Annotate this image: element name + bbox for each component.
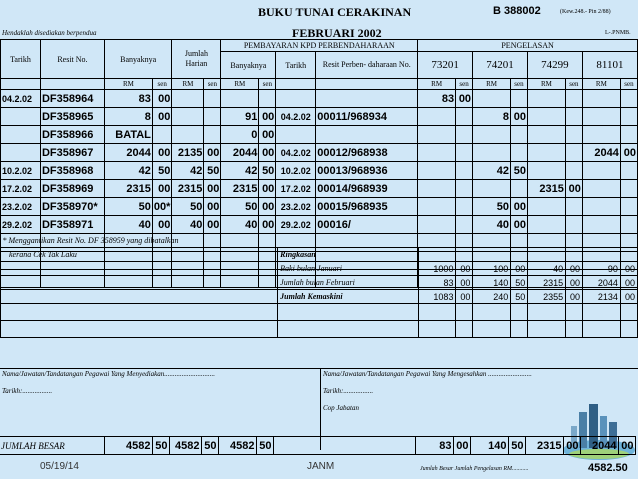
row-74299-rm: [527, 144, 565, 162]
row-treasury-receipt: 00013/968936: [316, 162, 418, 180]
unit-sen: sen: [259, 79, 276, 90]
row-amount-sen: 00*: [152, 198, 172, 216]
summary-value-rm: 1083: [418, 290, 456, 304]
row-81101-rm: [582, 126, 620, 144]
row-73201-sen: [456, 198, 473, 216]
row-payment-sen: 00: [259, 144, 276, 162]
row-81101-sen: [620, 162, 637, 180]
summary-value-rm: 90: [583, 262, 621, 276]
row-daily-rm: [172, 90, 204, 108]
summary-row: [1, 276, 638, 290]
row-amount-rm: 42: [104, 162, 152, 180]
row-payment-rm: 2044: [221, 144, 259, 162]
row-daily-sen: 00: [204, 180, 221, 198]
row-81101-rm: [582, 162, 620, 180]
verifier-name-line: Nama/Jawatan/Tandatangan Pegawai Yang Mengesahkan .........................: [323, 370, 532, 378]
summary-value-sen: 00: [511, 262, 528, 276]
col-code-73201: 73201: [418, 52, 473, 79]
unit-sen: sen: [510, 79, 527, 90]
row-receipt: DF358969: [40, 180, 104, 198]
verifier-date-line: Tarikh:.................: [323, 387, 374, 395]
row-74201-sen: 50: [510, 162, 527, 180]
col-pb-resit: Resit Perben- daharaan No.: [316, 52, 418, 79]
summary-value-sen: 00: [566, 290, 583, 304]
summary-value-sen: 00: [456, 290, 473, 304]
row-payment-sen: 00: [259, 216, 276, 234]
total-81101-sen: 00: [618, 437, 635, 455]
row-74299-sen: [565, 198, 582, 216]
row-74299-sen: [565, 162, 582, 180]
replacement-note-2: kerana Cek Tak Laku: [1, 248, 278, 262]
summary-value-rm: 140: [473, 276, 511, 290]
row-treasury-receipt: 00011/968934: [316, 108, 418, 126]
row-amount-rm: 40: [104, 216, 152, 234]
row-receipt: DF358965: [40, 108, 104, 126]
total-74201-sen: 50: [508, 437, 525, 455]
row-date: 23.2.02: [1, 198, 41, 216]
row-74201-rm: [473, 90, 511, 108]
row-payment-date: [276, 90, 316, 108]
row-amount-rm: BATAL: [104, 126, 152, 144]
summary-value-sen: 00: [456, 276, 473, 290]
row-73201-sen: [456, 144, 473, 162]
row-74299-sen: 00: [565, 180, 582, 198]
unit-rm: RM: [221, 79, 259, 90]
row-74201-sen: 00: [510, 216, 527, 234]
unit-rm: RM: [172, 79, 204, 90]
footer-center: JANM: [307, 461, 335, 472]
row-74299-sen: [565, 108, 582, 126]
row-amount-sen: [152, 126, 172, 144]
total-74201-rm: 140: [470, 437, 508, 455]
summary-value-sen: 00: [620, 290, 637, 304]
total-banyaknya-sen: 50: [152, 437, 169, 455]
slide-footer: [0, 458, 638, 479]
row-payment-rm: [221, 90, 259, 108]
unit-sen: sen: [620, 79, 637, 90]
row-73201-sen: [456, 216, 473, 234]
row-date: 29.2.02: [1, 216, 41, 234]
row-74201-rm: 40: [473, 216, 511, 234]
col-code-81101: 81101: [582, 52, 637, 79]
summary-label: Jumlah bulan Februari: [278, 276, 418, 290]
row-daily-rm: 50: [172, 198, 204, 216]
row-73201-rm: [418, 198, 456, 216]
replacement-note: * Menggantikan Resit No. DF 358959 yang dibatalkan: [1, 234, 638, 248]
row-74201-sen: 00: [510, 108, 527, 126]
total-banyaknya-rm: 4582: [104, 437, 152, 455]
row-74299-rm: [527, 126, 565, 144]
total-81101-rm: 2044: [580, 437, 618, 455]
grand-classification-label: Jumlah Besar Jumlah Pengelasan RM...........: [420, 466, 529, 472]
total-harian-sen: 50: [201, 437, 218, 455]
row-73201-rm: [418, 144, 456, 162]
row-amount-sen: 00: [152, 90, 172, 108]
grand-total-label: JUMLAH BESAR: [0, 437, 104, 455]
summary-value-sen: 50: [511, 276, 528, 290]
summary-value-sen: 00: [620, 276, 637, 290]
row-payment-rm: 2315: [221, 180, 259, 198]
row-amount-sen: 00: [152, 180, 172, 198]
summary-value-sen: 00: [566, 262, 583, 276]
row-73201-rm: [418, 180, 456, 198]
table-row: [1, 144, 638, 162]
row-treasury-receipt: 00012/968938: [316, 144, 418, 162]
row-payment-sen: 00: [259, 126, 276, 144]
summary-label: Baki bulan Januari: [278, 262, 418, 276]
row-daily-rm: 2135: [172, 144, 204, 162]
totals-row: [0, 436, 636, 455]
grand-classification-value: 4582.50: [588, 462, 628, 474]
total-74299-sen: 00: [563, 437, 580, 455]
summary-body: [1, 262, 638, 304]
row-81101-rm: [582, 90, 620, 108]
row-74201-rm: [473, 180, 511, 198]
row-74201-sen: [510, 180, 527, 198]
row-payment-date: 04.2.02: [276, 108, 316, 126]
row-treasury-receipt: 00016/: [316, 216, 418, 234]
row-payment-rm: 42: [221, 162, 259, 180]
table-row: [1, 198, 638, 216]
row-payment-sen: 00: [259, 198, 276, 216]
row-daily-rm: 42: [172, 162, 204, 180]
row-payment-sen: [259, 90, 276, 108]
row-81101-rm: [582, 216, 620, 234]
row-treasury-receipt: 00014/968939: [316, 180, 418, 198]
row-date: [1, 108, 41, 126]
table-row: [1, 90, 638, 108]
row-73201-rm: 83: [418, 90, 456, 108]
row-receipt: DF358968: [40, 162, 104, 180]
totals-table: [0, 436, 636, 455]
total-pembayaran-rm: 4582: [218, 437, 256, 455]
summary-value-rm: 2134: [583, 290, 621, 304]
col-tarikh: Tarikh: [1, 40, 41, 79]
total-pembayaran-sen: 50: [256, 437, 273, 455]
row-74299-rm: 2315: [527, 180, 565, 198]
row-payment-date: 10.2.02: [276, 162, 316, 180]
row-payment-date: [276, 126, 316, 144]
form-reference: (Kew.248.- Pin 2/88): [560, 9, 611, 15]
row-treasury-receipt: [316, 126, 418, 144]
row-74299-sen: [565, 216, 582, 234]
row-amount-sen: 00: [152, 144, 172, 162]
row-81101-rm: 2044: [582, 144, 620, 162]
row-73201-sen: [456, 162, 473, 180]
total-73201-rm: 83: [415, 437, 453, 455]
row-amount-rm: 83: [104, 90, 152, 108]
row-81101-sen: [620, 126, 637, 144]
row-74201-rm: 42: [473, 162, 511, 180]
summary-value-rm: 83: [418, 276, 456, 290]
row-daily-rm: 40: [172, 216, 204, 234]
summary-row: [1, 262, 638, 276]
col-banyaknya: Banyaknya: [104, 40, 171, 79]
preparer-date-line: Tarikh:.................: [2, 387, 53, 395]
row-81101-rm: [582, 180, 620, 198]
row-74299-sen: [565, 126, 582, 144]
summary-value-rm: 2044: [583, 276, 621, 290]
table-row: [1, 162, 638, 180]
row-amount-rm: 2315: [104, 180, 152, 198]
col-pb-banyaknya: Banyaknya: [221, 52, 276, 79]
row-daily-sen: 00: [204, 144, 221, 162]
unit-sen: sen: [152, 79, 172, 90]
row-receipt: DF358967: [40, 144, 104, 162]
row-74201-sen: [510, 90, 527, 108]
row-payment-rm: 50: [221, 198, 259, 216]
row-date: [1, 144, 41, 162]
summary-value-sen: 00: [456, 262, 473, 276]
summary-section: [0, 233, 638, 338]
row-daily-sen: [204, 126, 221, 144]
footer-date: 05/19/14: [40, 461, 79, 472]
unit-rm: RM: [527, 79, 565, 90]
row-daily-sen: 50: [204, 162, 221, 180]
row-payment-rm: 91: [221, 108, 259, 126]
row-payment-date: 17.2.02: [276, 180, 316, 198]
row-74299-sen: [565, 90, 582, 108]
table-row: [1, 108, 638, 126]
row-74299-rm: [527, 198, 565, 216]
row-payment-date: 04.2.02: [276, 144, 316, 162]
summary-title-row: [1, 248, 638, 262]
col-pengelasan: PENGELASAN: [418, 40, 638, 52]
unit-sen: sen: [204, 79, 221, 90]
row-daily-sen: 00: [204, 198, 221, 216]
row-74201-rm: 8: [473, 108, 511, 126]
row-74299-rm: [527, 108, 565, 126]
summary-title: Ringkasan: [278, 248, 418, 262]
row-date: 17.2.02: [1, 180, 41, 198]
row-daily-sen: 00: [204, 216, 221, 234]
row-receipt: DF358971: [40, 216, 104, 234]
row-payment-date: 23.2.02: [276, 198, 316, 216]
row-73201-sen: 00: [456, 90, 473, 108]
row-73201-sen: [456, 126, 473, 144]
row-81101-sen: 00: [620, 144, 637, 162]
row-74299-rm: [527, 216, 565, 234]
row-81101-rm: [582, 198, 620, 216]
unit-sen: sen: [456, 79, 473, 90]
row-73201-rm: [418, 126, 456, 144]
row-74299-rm: [527, 162, 565, 180]
duplicate-note: Hendaklah disediakan berpendua: [2, 29, 97, 37]
row-73201-sen: [456, 108, 473, 126]
row-payment-date: 29.2.02: [276, 216, 316, 234]
note-row: [1, 234, 638, 248]
col-code-74201: 74201: [473, 52, 528, 79]
row-date: 04.2.02: [1, 90, 41, 108]
row-amount-rm: 2044: [104, 144, 152, 162]
table-row: [1, 180, 638, 198]
summary-value-sen: 50: [511, 290, 528, 304]
preparer-name-line: Nama/Jawatan/Tandatangan Pegawai Yang Menyediakan.............................: [2, 370, 215, 378]
row-amount-sen: 50: [152, 162, 172, 180]
summary-value-sen: 00: [566, 276, 583, 290]
row-74201-rm: 50: [473, 198, 511, 216]
row-payment-sen: 00: [259, 108, 276, 126]
summary-value-rm: 240: [473, 290, 511, 304]
row-treasury-receipt: [316, 90, 418, 108]
unit-rm: RM: [473, 79, 511, 90]
total-73201-sen: 00: [453, 437, 470, 455]
row-payment-rm: 0: [221, 126, 259, 144]
summary-row: [1, 290, 638, 304]
department-stamp: Cop Jabatan: [323, 404, 359, 412]
row-81101-sen: [620, 198, 637, 216]
summary-value-sen: 00: [620, 262, 637, 276]
row-daily-rm: 2315: [172, 180, 204, 198]
row-amount-sen: 00: [152, 108, 172, 126]
row-74201-rm: [473, 144, 511, 162]
row-daily-sen: [204, 108, 221, 126]
unit-rm: RM: [418, 79, 456, 90]
row-amount-rm: 8: [104, 108, 152, 126]
unit-row: [1, 79, 638, 90]
row-payment-sen: 00: [259, 180, 276, 198]
col-code-74299: 74299: [527, 52, 582, 79]
row-receipt: DF358966: [40, 126, 104, 144]
row-receipt: DF358970*: [40, 198, 104, 216]
row-daily-sen: [204, 90, 221, 108]
book-number: B 388002: [493, 5, 541, 17]
row-treasury-receipt: 00015/968935: [316, 198, 418, 216]
summary-value-rm: 1000: [418, 262, 456, 276]
row-payment-sen: 50: [259, 162, 276, 180]
form-code: L-.PNMB.: [605, 30, 631, 36]
summary-label: Jumlah Kemaskini: [278, 290, 418, 304]
summary-value-rm: 40: [528, 262, 566, 276]
table-row: [1, 216, 638, 234]
row-date: 10.2.02: [1, 162, 41, 180]
unit-rm: RM: [582, 79, 620, 90]
row-74299-rm: [527, 90, 565, 108]
row-81101-sen: [620, 216, 637, 234]
row-81101-sen: [620, 108, 637, 126]
row-74299-sen: [565, 144, 582, 162]
col-pb-tarikh: Tarikh: [276, 52, 316, 79]
row-73201-sen: [456, 180, 473, 198]
row-date: [1, 126, 41, 144]
row-74201-sen: 00: [510, 198, 527, 216]
total-74299-rm: 2315: [525, 437, 563, 455]
row-amount-rm: 50: [104, 198, 152, 216]
row-payment-rm: 40: [221, 216, 259, 234]
month-label: FEBRUARI 2002: [292, 26, 382, 40]
row-73201-rm: [418, 216, 456, 234]
row-81101-sen: [620, 180, 637, 198]
summary-value-rm: 100: [473, 262, 511, 276]
row-81101-sen: [620, 90, 637, 108]
document-title: BUKU TUNAI CERAKINAN: [258, 5, 412, 19]
row-daily-rm: [172, 108, 204, 126]
row-81101-rm: [582, 108, 620, 126]
col-resit: Resit No.: [40, 40, 104, 79]
row-74201-rm: [473, 126, 511, 144]
summary-value-rm: 2315: [528, 276, 566, 290]
summary-value-rm: 2355: [528, 290, 566, 304]
unit-rm: RM: [104, 79, 152, 90]
header-row-1: [1, 40, 638, 52]
row-73201-rm: [418, 162, 456, 180]
row-receipt: DF358964: [40, 90, 104, 108]
summary-table: [0, 233, 638, 338]
col-jumlah-harian: Jumlah Harian: [172, 40, 221, 79]
row-74201-sen: [510, 126, 527, 144]
city-skyline-icon: [557, 400, 637, 465]
table-row: [1, 126, 638, 144]
row-73201-rm: [418, 108, 456, 126]
total-harian-rm: 4582: [169, 437, 201, 455]
row-74201-sen: [510, 144, 527, 162]
row-daily-rm: [172, 126, 204, 144]
col-pembayaran: PEMBAYARAN KPD PERBENDAHARAAN: [221, 40, 418, 52]
row-amount-sen: 00: [152, 216, 172, 234]
unit-sen: sen: [565, 79, 582, 90]
